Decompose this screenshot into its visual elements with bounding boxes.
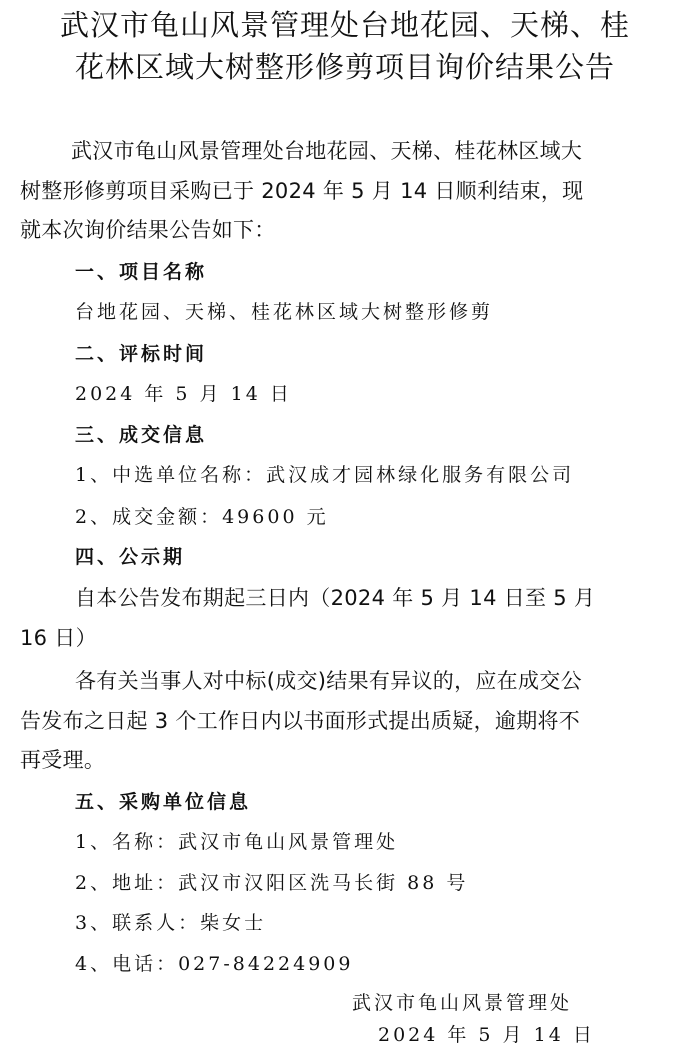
intro-line-3: 就本次询价结果公告如下： bbox=[20, 218, 276, 242]
purchaser-phone-text: 4、电话：027-84224909 bbox=[75, 953, 354, 975]
section-heading-evaluation-time: 二、评标时间 bbox=[75, 343, 208, 365]
objection-line-2: 告发布之日起 3 个工作日内以书面形式提出质疑，逾期将不 bbox=[20, 709, 581, 733]
publicity-period-line-2: 16 日） bbox=[20, 626, 97, 650]
purchaser-address-text: 2、地址：武汉市汉阳区洗马长街 88 号 bbox=[75, 872, 469, 894]
purchaser-name-text: 1、名称：武汉市龟山风景管理处 bbox=[75, 831, 399, 853]
section-heading-purchaser-info: 五、采购单位信息 bbox=[75, 791, 252, 813]
document-title bbox=[20, 4, 670, 88]
signature-organization: 武汉市龟山风景管理处 bbox=[352, 992, 573, 1014]
publicity-period-line-1: 自本公告发布期起三日内（2024 年 5 月 14 日至 5 月 bbox=[75, 586, 596, 610]
intro-line-1: 武汉市龟山风景管理处台地花园、天梯、桂花林区域大 bbox=[71, 139, 583, 163]
section-heading-project-name: 一、项目名称 bbox=[75, 261, 208, 283]
title-line-2: 花林区域大树整形修剪项目询价结果公告 bbox=[74, 50, 615, 84]
deal-winner-text: 1、中选单位名称：武汉成才园林绿化服务有限公司 bbox=[75, 464, 575, 486]
section-heading-publicity-period: 四、公示期 bbox=[75, 546, 186, 568]
objection-line-1: 各有关当事人对中标(成交)结果有异议的，应在成交公 bbox=[75, 669, 582, 693]
section-heading-deal-info: 三、成交信息 bbox=[75, 424, 208, 446]
intro-line-2: 树整形修剪项目采购已于 2024 年 5 月 14 日顺利结束，现 bbox=[20, 179, 584, 203]
project-name-text: 台地花园、天梯、桂花林区域大树整形修剪 bbox=[75, 301, 494, 323]
title-line-1: 武汉市龟山风景管理处台地花园、天梯、桂 bbox=[59, 8, 630, 42]
purchaser-contact-text: 3、联系人：柴女士 bbox=[75, 912, 267, 934]
objection-line-3: 再受理。 bbox=[20, 748, 106, 772]
deal-amount-text: 2、成交金额：49600 元 bbox=[75, 506, 329, 528]
evaluation-time-text: 2024 年 5 月 14 日 bbox=[75, 383, 292, 405]
signature-date: 2024 年 5 月 14 日 bbox=[378, 1024, 595, 1046]
